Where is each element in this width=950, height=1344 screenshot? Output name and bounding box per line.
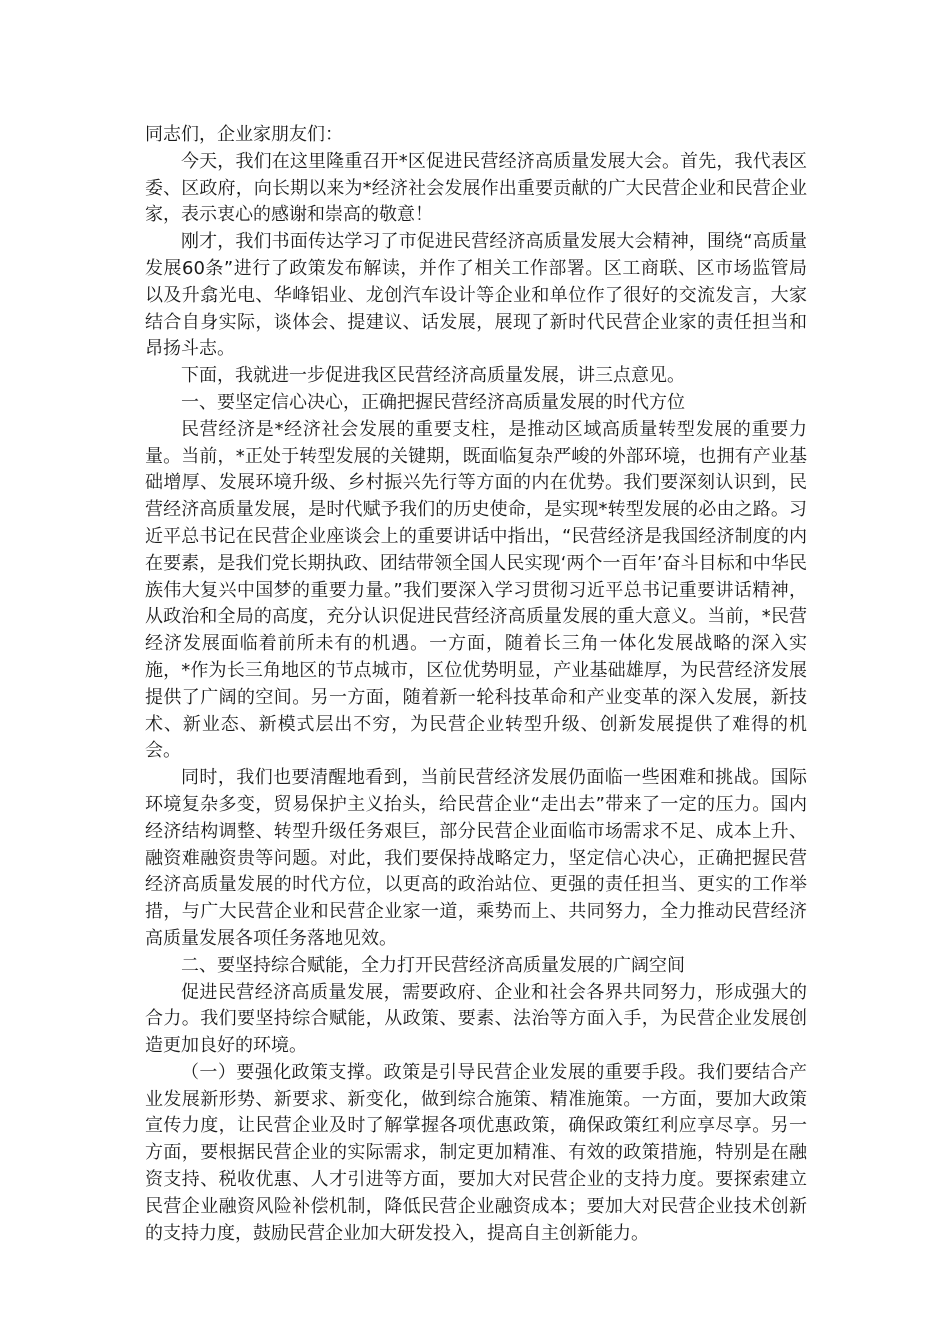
paragraph-intro-points: 下面，我就进一步促进我区民营经济高质量发展，讲三点意见。 [181,365,685,387]
section-heading-2: 二、要坚持综合赋能，全力打开民营经济高质量发展的广阔空间 [181,954,685,976]
paragraph-section-2-intro: 促进民营经济高质量发展，需要政府、企业和社会各界共同努力，形成强大的合力。我们要坚持综合赋能，从政策、要素、法治等方面入手，为民营企业发展创造更加良好的环境。 [145,981,807,1057]
paragraph-opening: 今天，我们在这里隆重召开*区促进民营经济高质量发展大会。首先，我代表区委、区政府，向长期以来为*经济社会发展作出重要贡献的广大民营企业和民营企业家，表示衷心的感谢和崇高的敬意！ [145,150,807,226]
document-body [145,122,807,1247]
section-heading-1: 一、要坚定信心决心，正确把握民营经济高质量发展的时代方位 [181,391,685,413]
salutation: 同志们，企业家朋友们： [145,124,343,145]
paragraph-policy-support: （一）要强化政策支撑。政策是引导民营企业发展的重要手段。我们要结合产业发展新形势、新要求、新变化，做到综合施策、精准施策。一方面，要加大政策宣传力度，让民营企业及时了解掌握各项优惠政策，确保政策红利应享尽享。另一方面，要根据民营企业的实际需求，制定更加精准、有效的政策措施，特别是在融资支持、税收优惠、人才引进等方面，要加大对民营企业的支持力度。要探索建立民营企业融资风险补偿机制，降低民营企业融资成本；要加大对民营企业技术创新的支持力度，鼓励民营企业加大研发投入，提高自主创新能力。 [145,1061,807,1244]
paragraph-section-1-body: 民营经济是*经济社会发展的重要支柱，是推动区域高质量转型发展的重要力量。当前，*正处于转型发展的关键期，既面临复杂严峻的外部环境，也拥有产业基础增厚、发展环境升级、乡村振兴先行等方面的内在优势。我们要深刻认识到，民营经济高质量发展，是时代赋予我们的历史使命，是实现*转型发展的必由之路。习近平总书记在民营企业座谈会上的重要讲话中指出，“民营经济是我国经济制度的内在要素，是我们党长期执政、团结带领全国人民实现‘两个一百年’奋斗目标和中华民族伟大复兴中国梦的重要力量。”我们要深入学习贯彻习近平总书记重要讲话精神，从政治和全局的高度，充分认识促进民营经济高质量发展的重大意义。当前，*民营经济发展面临着前所未有的机遇。一方面，随着长三角一体化发展战略的深入实施，*作为长三角地区的节点城市，区位优势明显，产业基础雄厚，为民营经济发展提供了广阔的空间。另一方面，随着新一轮科技革命和产业变革的深入发展，新技术、新业态、新模式层出不穷，为民营企业转型升级、创新发展提供了难得的机会。 [145,418,807,762]
paragraph-review: 刚才，我们书面传达学习了市促进民营经济高质量发展大会精神，围绕“高质量发展60条”进行了政策发布解读，并作了相关工作部署。区工商联、区市场监管局以及升翕光电、华峰铝业、龙创汽车设计等企业和单位作了很好的交流发言，大家结合自身实际，谈体会、提建议、话发展，展现了新时代民营企业家的责任担当和昂扬斗志。 [145,231,807,360]
paragraph-section-1-challenges: 同时，我们也要清醒地看到，当前民营经济发展仍面临一些困难和挑战。国际环境复杂多变，贸易保护主义抬头，给民营企业“走出去”带来了一定的压力。国内经济结构调整、转型升级任务艰巨，部分民营企业面临市场需求不足、成本上升、融资难融资贵等问题。对此，我们要保持战略定力，坚定信心决心，正确把握民营经济高质量发展的时代方位，以更高的政治站位、更强的责任担当、更实的工作举措，与广大民营企业和民营企业家一道，乘势而上、共同努力，全力推动民营经济高质量发展各项任务落地见效。 [145,767,807,949]
